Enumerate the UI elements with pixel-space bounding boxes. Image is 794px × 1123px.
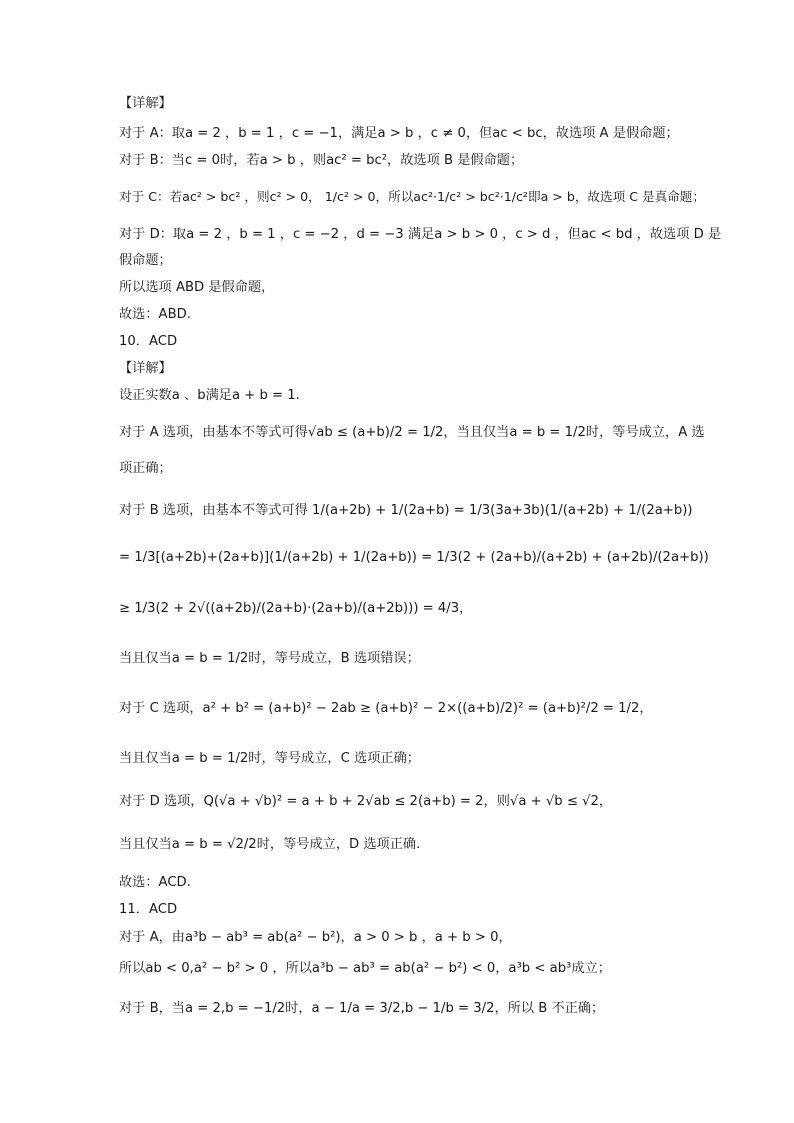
line-text: 对于 D 选项，Q(√a + √b)² = a + b + 2√ab ≤ 2(a+b) = 2，则√a + √b ≤ √2， <box>119 794 613 809</box>
line-text: 假命题； <box>119 253 172 268</box>
line-text: 对于 B，当a = 2,b = −1/2时，a − 1/a = 3/2,b − 1/b = 3/2，所以 B 不正确； <box>119 1001 605 1016</box>
formula-line <box>119 502 693 520</box>
line-text: ≥ 1/3(2 + 2√((a+2b)/(2a+b)·(2a+b)/(a+2b))) = 4/3， <box>119 601 473 616</box>
line-text: 设正实数a 、b满足a + b = 1. <box>119 388 300 403</box>
line-text: 当且仅当a = b = 1/2时，等号成立，C 选项正确； <box>119 751 420 766</box>
text-line <box>119 460 172 478</box>
line-text: 对于 A，由a³b − ab³ = ab(a² − b²)，a > 0 > b ，a + b > 0， <box>119 930 512 945</box>
formula-line <box>119 600 472 618</box>
line-text: 所以选项 ABD 是假命题， <box>119 280 275 295</box>
text-line <box>119 929 512 947</box>
heading-text: 【详解】 <box>119 96 172 111</box>
line-text: 项正确； <box>119 461 172 476</box>
line-text: 故选：ACD. <box>119 875 191 890</box>
text-line <box>119 836 420 854</box>
formula-line <box>119 793 612 811</box>
line-text: 对于 A 选项，由基本不等式可得√ab ≤ (a+b)/2 = 1/2，当且仅当a = b = 1/2时，等号成立，A 选 <box>119 425 705 440</box>
text-line <box>119 226 721 244</box>
text-line <box>119 1000 604 1018</box>
line-text: 当且仅当a = b = √2/2时，等号成立，D 选项正确. <box>119 837 421 852</box>
line-text: 对于 A：取a = 2 ，b = 1 ，c = −1，满足a > b ，c ≠ 0，但ac < bc，故选项 A 是假命题； <box>119 126 679 141</box>
line-text: 对于 B 选项，由基本不等式可得 1/(a+2b) + 1/(2a+b) = 1/3(3a+3b)(1/(a+2b) + 1/(2a+b)) <box>119 503 693 518</box>
line-text: 对于 C：若ac² > bc² ，则c² > 0， 1/c² > 0，所以ac²·1/c² > bc²·1/c²即a > b，故选项 C 是真命题； <box>119 189 705 204</box>
formula-line <box>119 700 653 718</box>
line-text: = 1/3[(a+2b)+(2a+b)](1/(a+2b) + 1/(2a+b)) = 1/3(2 + (2a+b)/(a+2b) + (a+2b)/(2a+b)) <box>119 550 709 565</box>
text-line <box>119 252 172 270</box>
line-text: 所以ab < 0,a² − b² > 0 ，所以a³b − ab³ = ab(a² − b²) < 0，a³b < ab³成立； <box>119 961 611 976</box>
line-text: 10．ACD <box>119 334 178 349</box>
text-line <box>119 750 420 768</box>
text-line <box>119 424 705 442</box>
text-line <box>119 125 679 143</box>
text-line <box>119 387 300 405</box>
section-heading-detail <box>119 95 172 113</box>
text-line <box>119 188 705 206</box>
formula-line <box>119 549 709 567</box>
section-heading-detail <box>119 360 172 378</box>
text-line <box>119 960 611 978</box>
text-line <box>119 874 191 892</box>
question-number <box>119 333 177 351</box>
text-line <box>119 152 523 170</box>
line-text: 当且仅当a = b = 1/2时，等号成立，B 选项错误； <box>119 651 420 666</box>
line-text: 11．ACD <box>119 902 178 917</box>
text-line <box>119 306 191 324</box>
line-text: 对于 D：取a = 2 ，b = 1 ，c = −2 ，d = −3 满足a > b > 0 ，c > d ，但ac < bd ，故选项 D 是 <box>119 227 722 242</box>
line-text: 对于 C 选项，a² + b² = (a+b)² − 2ab ≥ (a+b)² − 2×((a+b)/2)² = (a+b)²/2 = 1/2， <box>119 701 653 716</box>
line-text: 对于 B：当c = 0时，若a > b ，则ac² = bc²，故选项 B 是假命题； <box>119 153 524 168</box>
question-number <box>119 901 177 919</box>
text-line <box>119 650 420 668</box>
text-line <box>119 279 274 297</box>
line-text: 故选：ABD. <box>119 307 191 322</box>
heading-text: 【详解】 <box>119 361 172 376</box>
